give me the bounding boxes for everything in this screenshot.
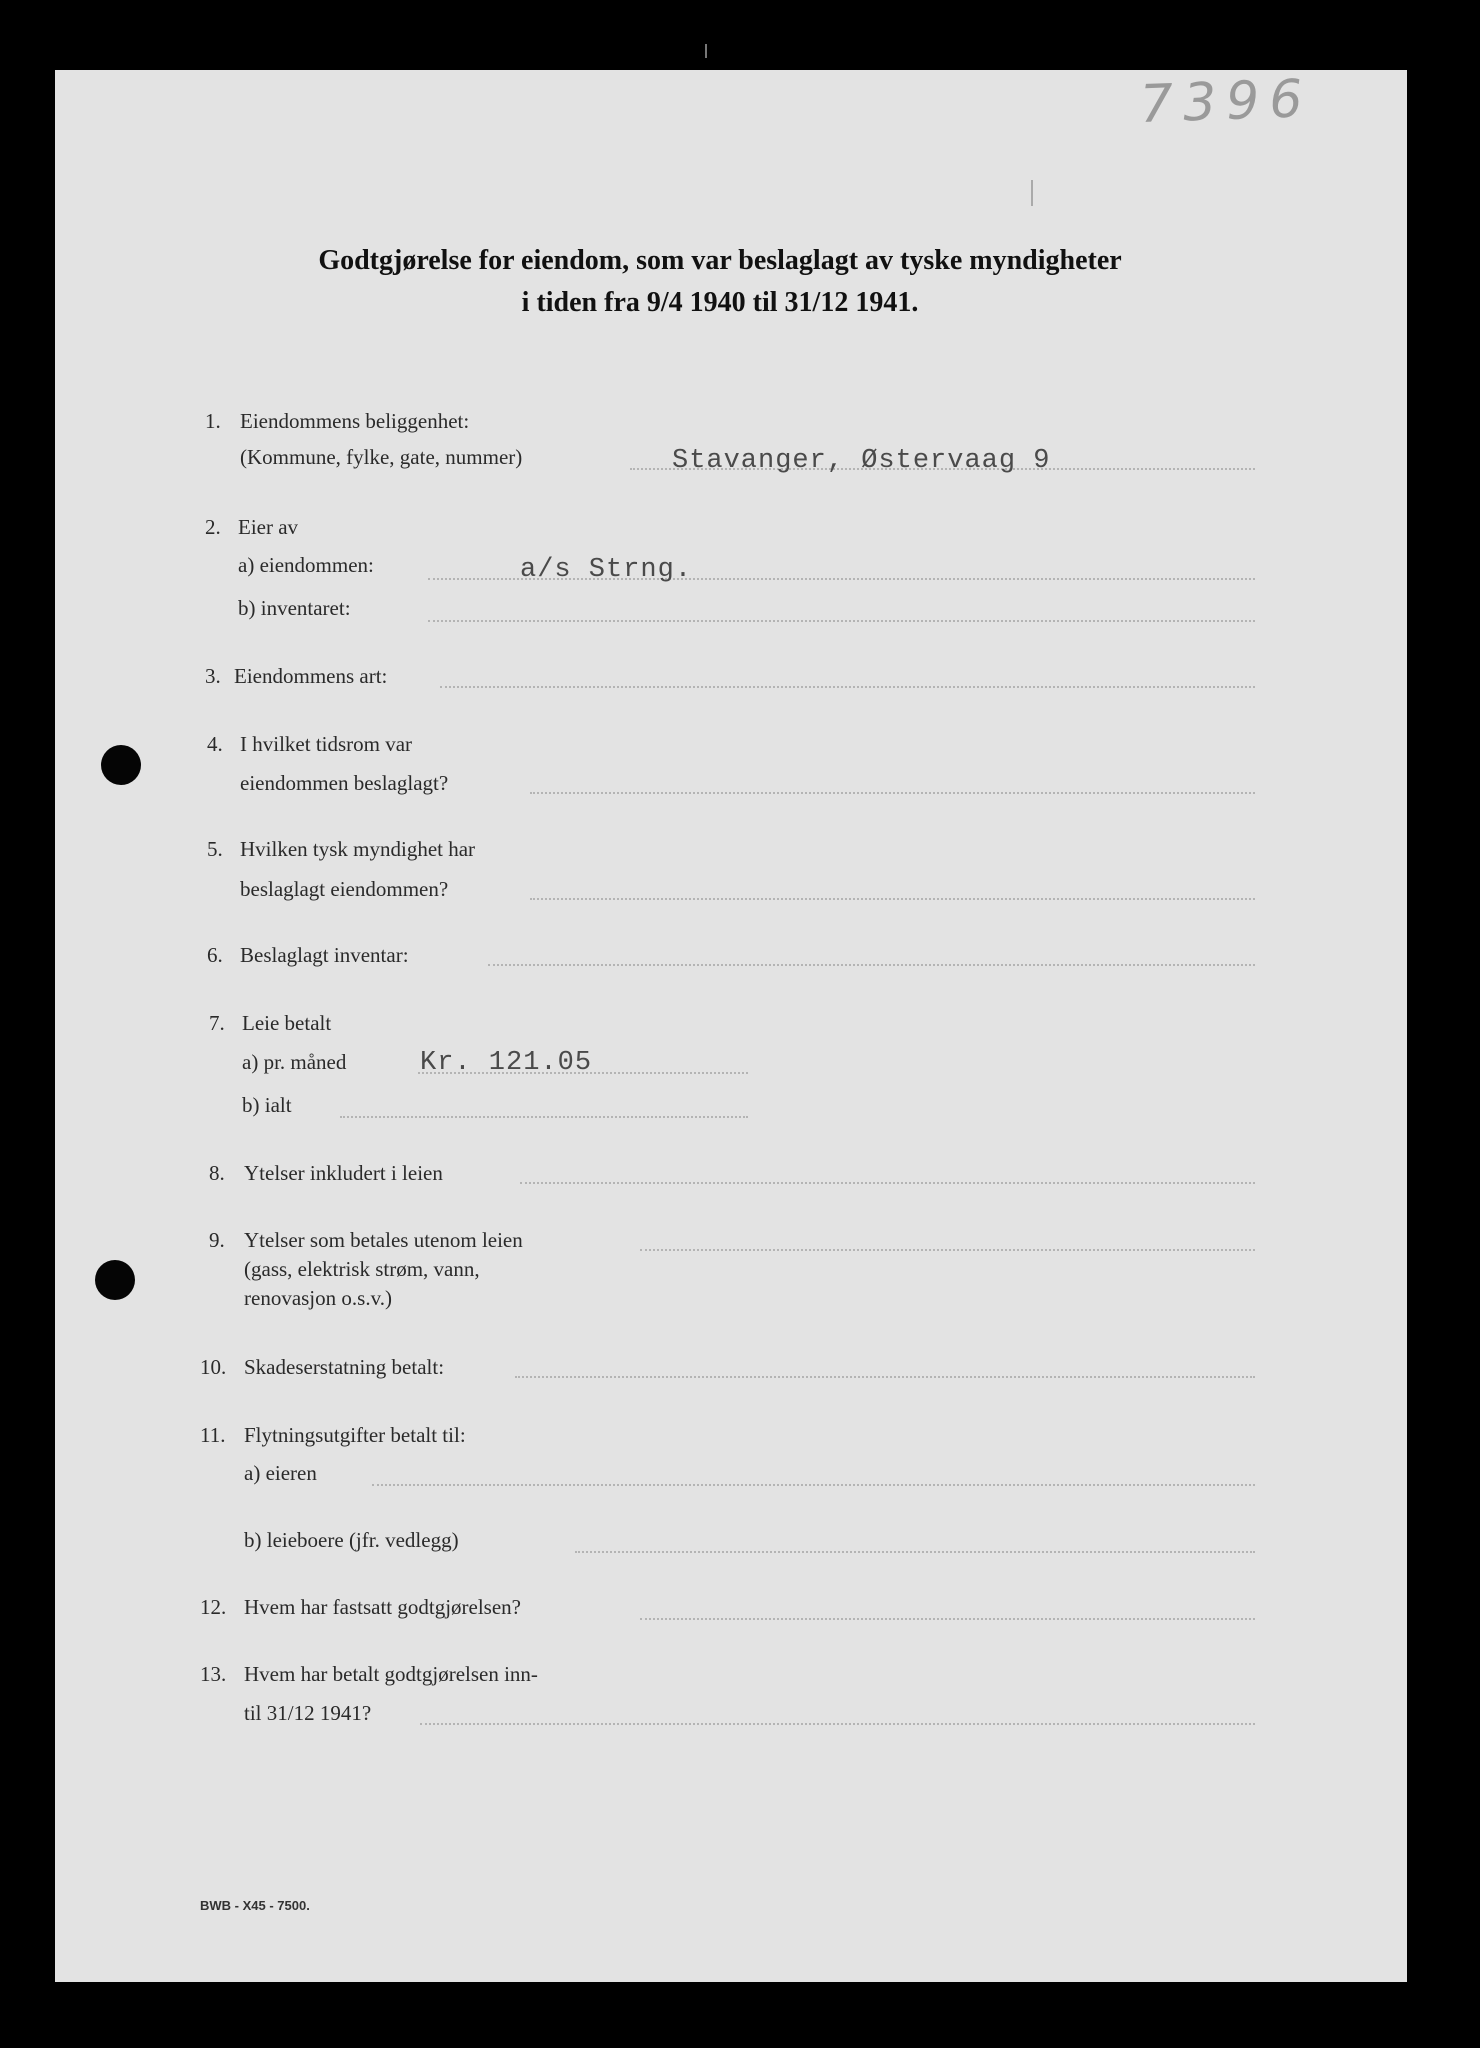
q4-label: I hvilket tidsrom var bbox=[240, 732, 413, 756]
q6-answer-line bbox=[488, 964, 1255, 966]
q9-answer-line bbox=[640, 1249, 1255, 1251]
q11-number: 11. bbox=[200, 1423, 226, 1447]
q6-number: 6. bbox=[207, 943, 223, 967]
q2a-label: a) eiendommen: bbox=[238, 553, 374, 577]
q7a-label: a) pr. måned bbox=[242, 1050, 347, 1074]
q4-sublabel: eiendommen beslaglagt? bbox=[240, 771, 449, 795]
q6-label: Beslaglagt inventar: bbox=[240, 943, 409, 967]
punch-hole-bottom bbox=[95, 1260, 135, 1300]
q7a-answer: Kr. 121.05 bbox=[420, 1048, 593, 1078]
q3-number: 3. bbox=[205, 664, 221, 688]
q1-sublabel: (Kommune, fylke, gate, nummer) bbox=[240, 445, 523, 469]
q7-label: Leie betalt bbox=[242, 1011, 332, 1035]
q11a-label: a) eieren bbox=[244, 1461, 317, 1485]
q11b-answer-line bbox=[575, 1551, 1255, 1553]
pencil-mark bbox=[1031, 180, 1033, 206]
q1-label: Eiendommens beliggenhet: bbox=[240, 409, 470, 433]
q7b-answer-line bbox=[340, 1116, 748, 1118]
q10-answer-line bbox=[515, 1376, 1255, 1378]
q5-answer-line bbox=[530, 898, 1255, 900]
q2-number: 2. bbox=[205, 515, 221, 539]
q2b-label: b) inventaret: bbox=[238, 596, 351, 620]
edge-mark bbox=[705, 44, 707, 58]
q9-label: Ytelser som betales utenom leien bbox=[244, 1228, 523, 1252]
q11b-label: b) leieboere (jfr. vedlegg) bbox=[244, 1528, 459, 1552]
q12-number: 12. bbox=[200, 1595, 227, 1619]
q9-sublabel-1: (gass, elektrisk strøm, vann, bbox=[244, 1257, 480, 1281]
q8-number: 8. bbox=[209, 1161, 225, 1185]
q5-label: Hvilken tysk myndighet har bbox=[240, 837, 476, 861]
q11-label: Flytningsutgifter betalt til: bbox=[244, 1423, 466, 1447]
form-title bbox=[180, 240, 1260, 324]
q8-label: Ytelser inkludert i leien bbox=[244, 1161, 443, 1185]
q8-answer-line bbox=[520, 1182, 1255, 1184]
q7-number: 7. bbox=[209, 1011, 225, 1035]
q2b-answer-line bbox=[428, 620, 1255, 622]
q12-label: Hvem har fastsatt godtgjørelsen? bbox=[244, 1595, 521, 1619]
q12-answer-line bbox=[640, 1618, 1255, 1620]
q13-number: 13. bbox=[200, 1662, 227, 1686]
print-code: BWB - X45 - 7500. bbox=[200, 1898, 310, 1913]
q4-number: 4. bbox=[207, 732, 223, 756]
q13-answer-line bbox=[420, 1723, 1255, 1725]
q2-label: Eier av bbox=[238, 515, 299, 539]
q11a-answer-line bbox=[372, 1484, 1255, 1486]
title-line-1: Godtgjørelse for eiendom, som var beslaglagt av tyske myndigheter bbox=[318, 245, 1122, 276]
q7b-label: b) ialt bbox=[242, 1093, 292, 1117]
punch-hole-top bbox=[101, 745, 141, 785]
q4-answer-line bbox=[530, 792, 1255, 794]
q3-label: Eiendommens art: bbox=[234, 664, 388, 688]
q10-label: Skadeserstatning betalt: bbox=[244, 1355, 445, 1379]
q10-number: 10. bbox=[200, 1355, 227, 1379]
q1-number: 1. bbox=[205, 409, 221, 433]
q1-answer: Stavanger, Østervaag 9 bbox=[672, 446, 1051, 476]
q13-label: Hvem har betalt godtgjørelsen inn- bbox=[244, 1662, 538, 1686]
q5-sublabel: beslaglagt eiendommen? bbox=[240, 877, 449, 901]
q9-number: 9. bbox=[209, 1228, 225, 1252]
q3-answer-line bbox=[440, 686, 1255, 688]
q13-sublabel: til 31/12 1941? bbox=[244, 1701, 372, 1725]
q2a-answer: a/s Strng. bbox=[520, 555, 693, 585]
title-line-2: i tiden fra 9/4 1940 til 31/12 1941. bbox=[521, 287, 919, 318]
q5-number: 5. bbox=[207, 837, 223, 861]
archive-number: 7396 bbox=[1139, 69, 1314, 135]
q9-sublabel-2: renovasjon o.s.v.) bbox=[244, 1286, 392, 1310]
